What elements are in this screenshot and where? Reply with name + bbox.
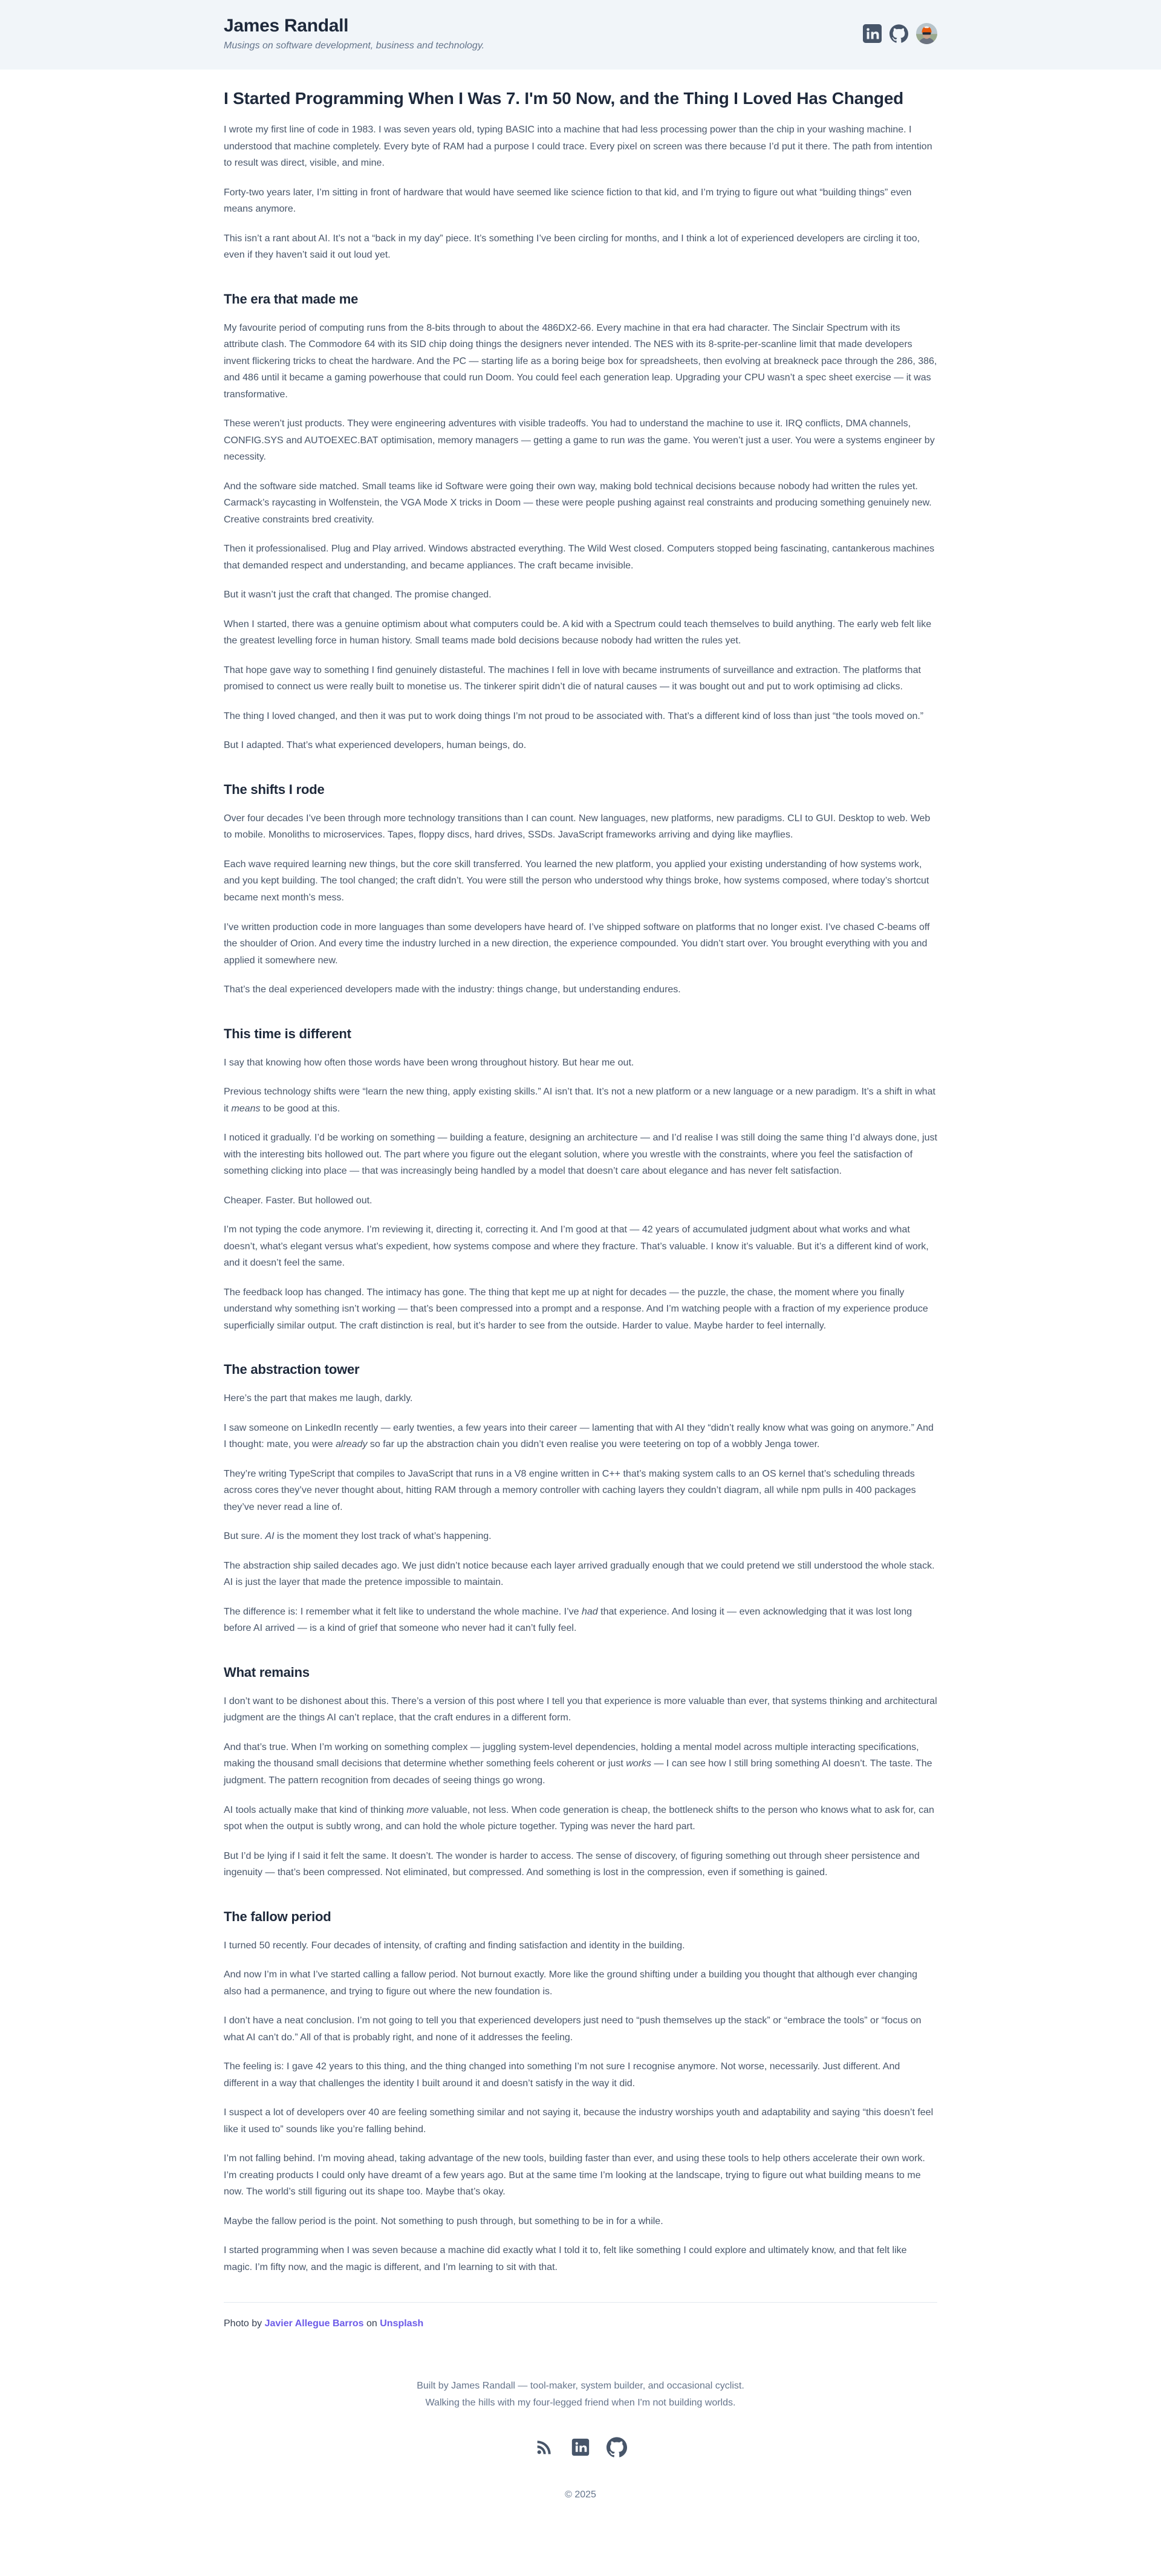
paragraph: When I started, there was a genuine optimism about what computers could be. A kid with a Spectrum could teach themselves to build anything. The early web felt like the greatest levelling force in human history. Small teams made bold decisions because nobody had written the rules yet. bbox=[224, 619, 932, 646]
paragraph: They’re writing TypeScript that compiles to JavaScript that runs in a V8 engine written in C++ that’s making system calls to an OS kernel that’s scheduling threads across cores they’ve never thought about, hitting RAM through a memory controller with caching layers they couldn’t diagram, all while npm pulls in 400 packages they’ve never read a line of. bbox=[224, 1468, 916, 1512]
github-icon[interactable] bbox=[607, 2437, 627, 2457]
paragraph: Each wave required learning new things, but the core skill transferred. You learned the new platform, you applied your existing understanding of how systems work, and you kept building. The tool changed; the craft didn’t. You were still the person who understood why things broke, how systems composed, where today’s shortcut became next month’s mess. bbox=[224, 859, 929, 903]
paragraph: The feedback loop has changed. The intimacy has gone. The thing that kept me up at night for decades — the puzzle, the chase, the moment where you finally understand why something isn’t working — that’s been compressed into a prompt and a response. And I’m watching people with a fraction of my experience produce superficially similar output. The craft distinction is real, but it’s harder to see from the outside. Harder to value. Maybe harder to feel internally. bbox=[224, 1287, 928, 1331]
paragraph: Previous technology shifts were “learn the new thing, apply existing skills.” AI isn’t that. It’s not a new platform or a new language or a new paradigm. It’s a shift in what it means to be good at this. bbox=[224, 1087, 935, 1114]
paragraph: I saw someone on LinkedIn recently — early twenties, a few years into their career — lamenting that with AI they “didn’t really know what was going on anymore.” And I thought: mate, you were already so far up the abstraction chain you didn’t even realise you were teetering on top of a wobbly Jenga tower. bbox=[224, 1422, 934, 1450]
header-social-links bbox=[863, 23, 937, 44]
avatar[interactable] bbox=[916, 23, 937, 44]
section-heading: This time is different bbox=[224, 1026, 351, 1041]
paragraph: Cheaper. Faster. But hollowed out. bbox=[224, 1195, 372, 1206]
paragraph: I say that knowing how often those words have been wrong throughout history. But hear me out. bbox=[224, 1057, 634, 1068]
paragraph: I’m not falling behind. I’m moving ahead, taking advantage of the new tools, building faster than ever, and using these tools to help others accelerate their own work. I’m creating products I could only have dreamt of a few years ago. But at the same time I’m looking at the landscape, trying to figure out what building means to me now. The world’s still figuring out its shape too. Maybe that’s okay. bbox=[224, 2153, 925, 2197]
article-body bbox=[224, 122, 937, 2275]
section-heading: The abstraction tower bbox=[224, 1362, 360, 1377]
site-identity bbox=[224, 16, 484, 51]
paragraph: The abstraction ship sailed decades ago. We just didn’t notice because each layer arrived gradually enough that we could pretend we still understood the whole stack. AI is just the layer that made the pretence impossible to maintain. bbox=[224, 1560, 935, 1588]
paragraph: Forty-two years later, I’m sitting in front of hardware that would have seemed like science fiction to that kid, and I’m trying to figure out what “building things” even means anymore. bbox=[224, 187, 912, 215]
footer-tagline: Walking the hills with my four-legged friend when I'm not building worlds. bbox=[425, 2398, 736, 2408]
paragraph: I noticed it gradually. I’d be working on something — building a feature, designing an architecture — and I’d realise I was still doing the same thing I’d always done, just with the interesting bits hollowed out. The part where you figure out the elegant solution, where you wrestle with the constraints, where you feel the satisfaction of something clicking into place — that was increasingly being handled by a model that doesn’t care about elegance and has never felt satisfaction. bbox=[224, 1133, 937, 1177]
paragraph: I don’t have a neat conclusion. I’m not going to tell you that experienced developers just need to “push themselves up the stack” or “embrace the tools” or “focus on what AI can’t do.” All of that is probably right, and none of it addresses the feeling. bbox=[224, 2015, 922, 2043]
copyright: © 2025 bbox=[565, 2490, 596, 2500]
paragraph: The thing I loved changed, and then it was put to work doing things I’m not proud to be associated with. That’s a different kind of loss than just “the tools moved on.” bbox=[224, 711, 924, 721]
divider bbox=[224, 2302, 937, 2303]
paragraph: The difference is: I remember what it felt like to understand the whole machine. I’ve had that experience. And losing it — even acknowledging that it was lost long before AI arrived — is a kind of grief that someone who never had it can’t fully feel. bbox=[224, 1606, 912, 1634]
paragraph: The feeling is: I gave 42 years to this thing, and the thing changed into something I’m not sure I recognise anymore. Not worse, necessarily. Just different. And different in a way that challenges the identity I built around it and doesn’t satisfy in the way it did. bbox=[224, 2061, 900, 2089]
section-heading: The shifts I rode bbox=[224, 781, 325, 797]
paragraph: I’ve written production code in more languages than some developers have heard of. I’ve shipped software on platforms that no longer exist. I’ve chased C-beams off the shoulder of Orion. And every time the industry lurched in a new direction, the experience compounded. You didn’t start over. You brought everything with you and applied it somewhere new. bbox=[224, 922, 930, 966]
paragraph: And the software side matched. Small teams like id Software were going their own way, making bold technical decisions because nobody had written the rules yet. Carmack’s raycasting in Wolfenstein, the VGA Mode X tricks in Doom — these were people pushing against real constraints and producing something genuinely new. Creative constraints bred creativity. bbox=[224, 481, 932, 525]
paragraph: This isn’t a rant about AI. It’s not a “back in my day” piece. It’s something I’ve been circling for months, and I think a lot of experienced developers are circling it too, even if they haven’t said it out loud yet. bbox=[224, 233, 920, 261]
paragraph: That hope gave way to something I find genuinely distasteful. The machines I fell in love with became instruments of surveillance and extraction. The platforms that promised to connect us were really built to monetise us. The tinkerer spirit didn’t die of natural causes — it was bought out and put to work optimising ad clicks. bbox=[224, 665, 921, 692]
paragraph: AI tools actually make that kind of thinking more valuable, not less. When code generation is cheap, the bottleneck shifts to the person who knows what to ask for, can spot when the output is subtly wrong, and can hold the whole picture together. Typing was never the hard part. bbox=[224, 1804, 934, 1832]
site-footer bbox=[0, 2366, 1161, 2576]
article bbox=[221, 88, 940, 2329]
paragraph: I wrote my first line of code in 1983. I was seven years old, typing BASIC into a machine that had less processing power than the chip in your washing machine. I understood that machine completely. Every byte of RAM had a purpose I could trace. Every pixel on screen was there because I’d put it there. The path from intention to result was direct, visible, and mine. bbox=[224, 125, 932, 169]
paragraph: These weren’t just products. They were engineering adventures with visible tradeoffs. You had to understand the machine to use it. IRQ conflicts, DMA channels, CONFIG.SYS and AUTOEXEC.BAT optimisation, memory managers — getting a game to run was the game. You weren’t just a user. You were a systems engineer by necessity. bbox=[224, 418, 935, 463]
paragraph: But I’d be lying if I said it felt the same. It doesn’t. The wonder is harder to access. The sense of discovery, of figuring something out through sheer persistence and ingenuity — that’s been compressed. Not eliminated, but compressed. And something is lost in the compression, even if something is gained. bbox=[224, 1850, 920, 1878]
rss-icon[interactable] bbox=[534, 2437, 554, 2457]
site-title[interactable]: James Randall bbox=[224, 16, 349, 36]
paragraph: My favourite period of computing runs from the 8-bits through to about the 486DX2-66. Every machine in that era had character. The Sinclair Spectrum with its attribute clash. The Commodore 64 with its SID chip doing things the designers never intended. The NES with its 8-sprite-per-scanline limit that made developers invent flickering tricks to cheat the hardware. And the PC — starting life as a boring beige box for spreadsheets, then evolving at breakneck pace through the 286, 386, and 486 until it became a gaming powerhouse that could run Doom. You could feel each generation leap. Upgrading your CPU wasn’t a spec sheet exercise — it was transformative. bbox=[224, 322, 937, 400]
paragraph: I started programming when I was seven because a machine did exactly what I told it to, felt like something I could explore and ultimately know, and that felt like magic. I’m fifty now, and the magic is different, and I’m learning to sit with that. bbox=[224, 2245, 907, 2272]
paragraph: Here’s the part that makes me laugh, darkly. bbox=[224, 1393, 413, 1404]
github-icon[interactable] bbox=[889, 24, 908, 43]
paragraph: I don’t want to be dishonest about this. There’s a version of this post where I tell you that experience is more valuable than ever, that systems thinking and architectural judgment are the things AI can’t replace, that the craft endures in a different form. bbox=[224, 1696, 937, 1723]
section-heading: What remains bbox=[224, 1664, 310, 1680]
post-title: I Started Programming When I Was 7. I'm 50 Now, and the Thing I Loved Has Changed bbox=[224, 89, 904, 108]
paragraph: But sure. AI is the moment they lost track of what’s happening. bbox=[224, 1531, 492, 1542]
site-header bbox=[0, 0, 1161, 70]
paragraph: And that’s true. When I’m working on something complex — juggling system-level dependencies, holding a mental model across multiple interacting specifications, making the thousand small decisions that determine whether something feels coherent or just works — I can see how I still bring something AI doesn’t. The taste. The judgment. The pattern recognition from decades of seeing things go wrong. bbox=[224, 1742, 932, 1786]
paragraph: But I adapted. That’s what experienced developers, human beings, do. bbox=[224, 740, 527, 751]
footer-social-links bbox=[224, 2437, 937, 2457]
credit-link[interactable]: Unsplash bbox=[380, 2318, 424, 2329]
paragraph: That’s the deal experienced developers made with the industry: things change, but understanding endures. bbox=[224, 984, 681, 995]
paragraph: I suspect a lot of developers over 40 are feeling something similar and not saying it, because the industry worships youth and adaptability and saying “this doesn’t feel like it used to” sounds like you’re falling behind. bbox=[224, 2107, 934, 2135]
paragraph: Then it professionalised. Plug and Play arrived. Windows abstracted everything. The Wild West closed. Computers stopped being fascinating, cantankerous machines that demanded respect and understanding, and became appliances. The craft became invisible. bbox=[224, 544, 935, 571]
section-heading: The fallow period bbox=[224, 1908, 331, 1924]
photo-credit: Photo by Javier Allegue Barros on Unsplash bbox=[224, 2318, 424, 2329]
site-tagline: Musings on software development, business and technology. bbox=[224, 41, 485, 51]
linkedin-icon[interactable] bbox=[570, 2437, 591, 2457]
paragraph: But it wasn’t just the craft that changed. The promise changed. bbox=[224, 590, 492, 600]
credit-link[interactable]: Javier Allegue Barros bbox=[264, 2318, 364, 2329]
paragraph: I’m not typing the code anymore. I’m reviewing it, directing it, correcting it. And I’m good at that — 42 years of accumulated judgment about what works and what doesn’t, what’s elegant versus what’s expedient, how systems compose and where they fracture. That’s valuable. I know it’s valuable. But it’s a different kind of work, and it doesn’t feel the same. bbox=[224, 1225, 929, 1269]
paragraph: Maybe the fallow period is the point. Not something to push through, but something to be in for a while. bbox=[224, 2216, 663, 2226]
linkedin-icon[interactable] bbox=[863, 24, 882, 43]
footer-byline: Built by James Randall — tool-maker, system builder, and occasional cyclist. bbox=[417, 2381, 744, 2392]
paragraph: Over four decades I’ve been through more technology transitions than I can count. New languages, new platforms, new paradigms. CLI to GUI. Desktop to web. Web to mobile. Monoliths to microservices. Tapes, floppy discs, hard drives, SSDs. JavaScript frameworks arriving and dying like mayflies. bbox=[224, 813, 931, 841]
section-heading: The era that made me bbox=[224, 291, 359, 307]
paragraph: I turned 50 recently. Four decades of intensity, of crafting and finding satisfaction and identity in the building. bbox=[224, 1940, 685, 1951]
paragraph: And now I’m in what I’ve started calling a fallow period. Not burnout exactly. More like the ground shifting under a building you thought that although ever changing also had a permanence, and trying to figure out where the new foundation is. bbox=[224, 1969, 918, 1997]
